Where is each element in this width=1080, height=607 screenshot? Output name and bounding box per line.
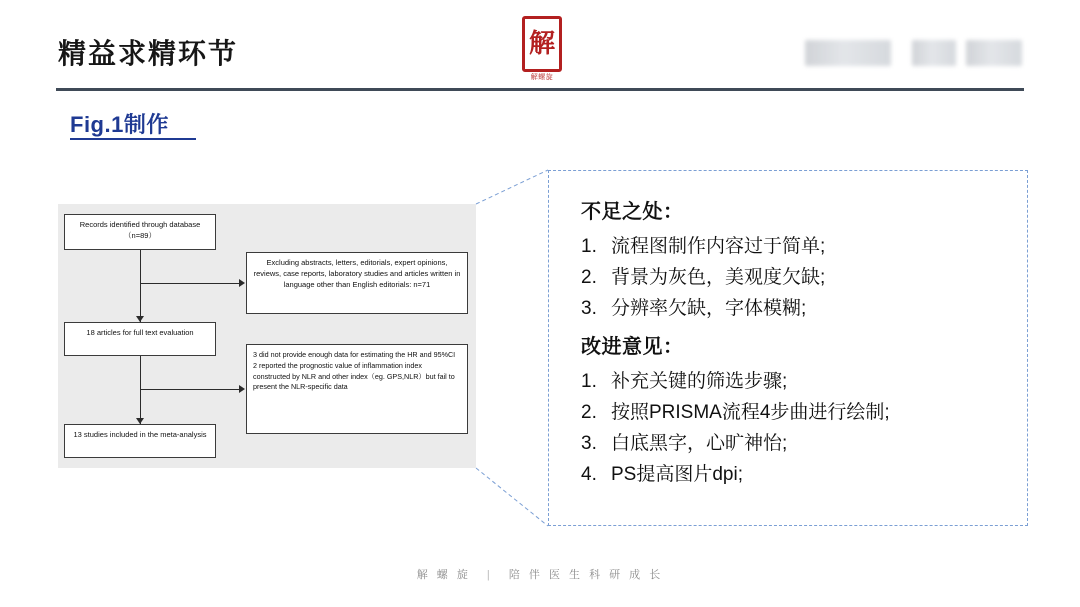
slide-header (0, 0, 1080, 92)
logo-caption: 解螺旋 (530, 74, 554, 81)
problem-item (581, 232, 1001, 263)
page-title: 精益求精环节 (58, 38, 239, 69)
problem-number: 1. (581, 236, 597, 257)
improvement-item (581, 367, 1001, 398)
section-heading-underline (70, 138, 196, 140)
improvement-number: 2. (581, 402, 597, 424)
problem-number: 2. (581, 266, 597, 288)
flow-arrow-right-2 (239, 385, 245, 393)
improvement-text: PS提高图片dpi; (611, 463, 743, 485)
improvement-number: 1. (581, 371, 597, 393)
improvement-text: 补充关键的筛选步骤; (611, 371, 788, 393)
section-heading: Fig.1制作 (70, 112, 169, 137)
improvements-heading: 改进意见： (581, 336, 684, 359)
problem-item (581, 294, 1001, 325)
seal-icon: 解 (522, 16, 562, 72)
flow-box-records: Records identified through database（n=89） (64, 214, 216, 250)
flow-connector-vertical-1 (140, 250, 141, 322)
blurred-watermark-2 (912, 40, 956, 66)
improvement-item (581, 460, 1001, 491)
header-divider (56, 88, 1024, 91)
problem-text: 流程图制作内容过于简单; (611, 236, 826, 257)
flow-box-exclusion-1: Excluding abstracts, letters, editorials, expert opinions, reviews, case reports, laboratory studies and articles written in language other than English editorials: n=71 (246, 252, 468, 314)
flowchart-figure (58, 204, 476, 468)
flow-arrow-right-1 (239, 279, 245, 287)
brand-logo (516, 12, 568, 81)
improvement-text: 白底黑字，心旷神怡; (611, 432, 788, 454)
flow-box-full-text: 18 articles for full text evaluation (64, 322, 216, 356)
flow-connector-vertical-2 (140, 356, 141, 424)
problem-text: 背景为灰色，美观度欠缺; (611, 266, 826, 288)
improvement-number: 3. (581, 432, 597, 454)
footer-tagline: 陪 伴 医 生 科 研 成 长 (508, 569, 664, 581)
blurred-watermark-3 (966, 40, 1022, 66)
improvement-text: 按照PRISMA流程4步曲进行绘制; (611, 402, 890, 424)
problem-text: 分辨率欠缺，字体模糊; (611, 297, 807, 319)
flow-connector-horizontal-2 (140, 389, 240, 390)
improvement-item (581, 398, 1001, 429)
feedback-callout (548, 170, 1028, 526)
improvement-number: 4. (581, 463, 597, 485)
footer-brand: 解 螺 旋 (416, 569, 471, 581)
blurred-watermark-1 (805, 40, 891, 66)
footer-separator: | (486, 569, 493, 581)
improvement-item (581, 429, 1001, 460)
flow-connector-horizontal-1 (140, 283, 240, 284)
problem-item (581, 263, 1001, 294)
flow-box-included: 13 studies included in the meta-analysis (64, 424, 216, 458)
slide-footer (0, 566, 1080, 582)
problem-number: 3. (581, 297, 597, 319)
problems-heading: 不足之处： (581, 201, 684, 223)
flow-box-exclusion-2: 3 did not provide enough data for estimating the HR and 95%CI 2 reported the prognostic value of inflammation index constructed by NLR and other index（eg. GPS,NLR）but fail to present the NLR-specific data (246, 344, 468, 434)
